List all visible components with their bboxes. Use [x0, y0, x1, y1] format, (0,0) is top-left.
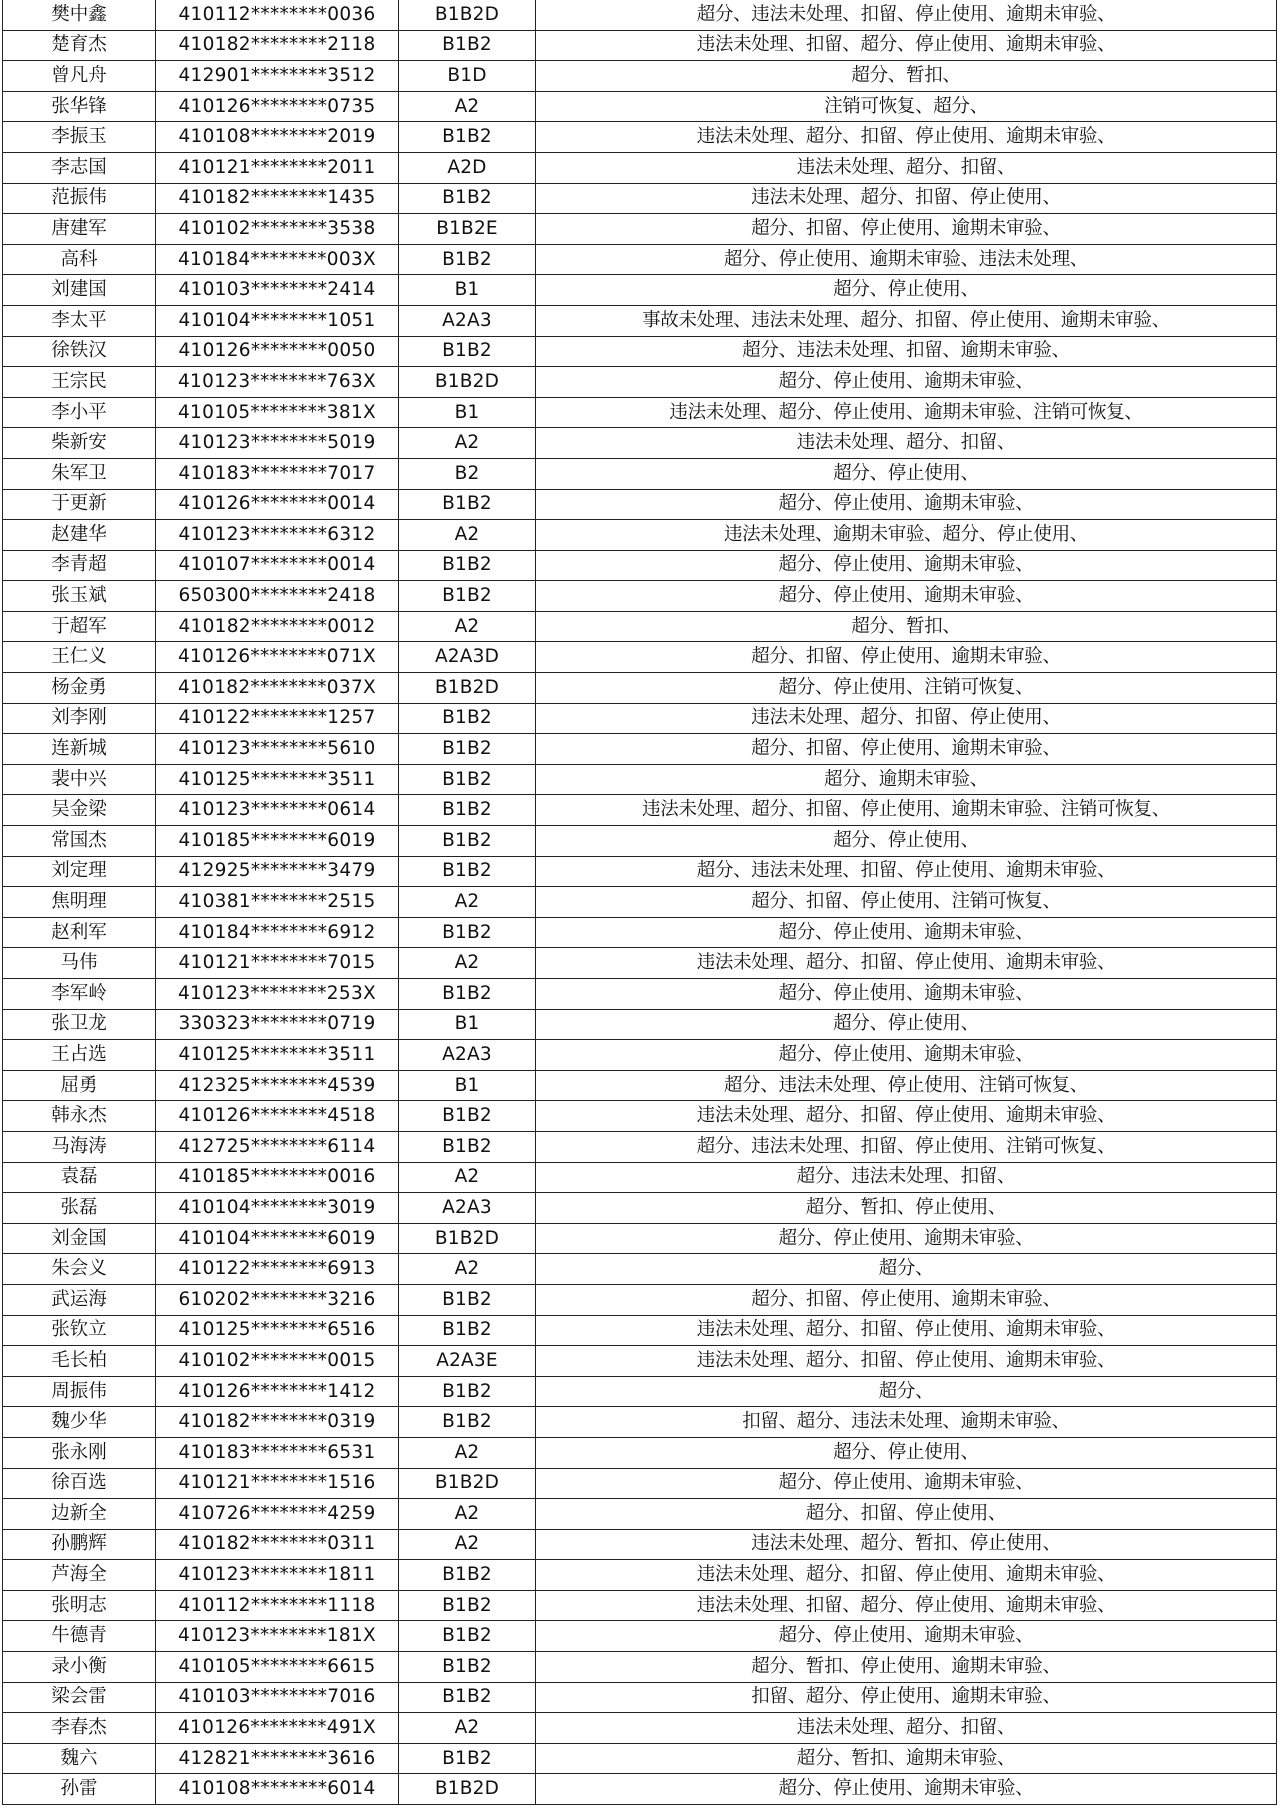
license-status-cell: 超分、违法未处理、扣留、停止使用、注销可恢复、 [536, 1131, 1277, 1162]
table-row [3, 1193, 1277, 1224]
license-class-cell: B1B2 [399, 1101, 536, 1132]
id-number-cell: 410121********1516 [156, 1468, 399, 1499]
license-class-cell: B1 [399, 275, 536, 306]
license-class-cell: A2 [399, 1254, 536, 1285]
driver-name-cell: 袁磊 [3, 1162, 156, 1193]
license-status-cell: 超分、停止使用、 [536, 275, 1277, 306]
license-class-cell: A2A3E [399, 1346, 536, 1377]
id-number-cell: 410182********1435 [156, 183, 399, 214]
license-class-cell: B1B2 [399, 336, 536, 367]
license-status-cell: 扣留、超分、违法未处理、逾期未审验、 [536, 1407, 1277, 1438]
table-row [3, 734, 1277, 765]
license-status-cell: 超分、停止使用、 [536, 826, 1277, 857]
license-status-cell: 超分、暂扣、停止使用、 [536, 1193, 1277, 1224]
table-row [3, 856, 1277, 887]
driver-name-cell: 马伟 [3, 948, 156, 979]
license-status-cell: 超分、 [536, 1254, 1277, 1285]
id-number-cell: 410182********0311 [156, 1529, 399, 1560]
license-status-cell: 超分、暂扣、 [536, 611, 1277, 642]
driver-name-cell: 周振伟 [3, 1376, 156, 1407]
license-status-cell: 违法未处理、超分、扣留、 [536, 152, 1277, 183]
driver-name-cell: 录小衡 [3, 1652, 156, 1683]
driver-name-cell: 朱军卫 [3, 458, 156, 489]
id-number-cell: 410112********1118 [156, 1590, 399, 1621]
license-status-cell: 超分、扣留、停止使用、逾期未审验、 [536, 1284, 1277, 1315]
id-number-cell: 410184********6912 [156, 917, 399, 948]
license-status-cell: 超分、扣留、停止使用、逾期未审验、 [536, 734, 1277, 765]
driver-name-cell: 吴金梁 [3, 795, 156, 826]
id-number-cell: 410184********003X [156, 244, 399, 275]
table-row [3, 214, 1277, 245]
driver-name-cell: 楚育杰 [3, 30, 156, 61]
table-row [3, 305, 1277, 336]
license-status-cell: 违法未处理、扣留、超分、停止使用、逾期未审验、 [536, 30, 1277, 61]
id-number-cell: 410185********6019 [156, 826, 399, 857]
table-row [3, 275, 1277, 306]
table-row [3, 520, 1277, 551]
license-status-cell: 超分、停止使用、逾期未审验、 [536, 550, 1277, 581]
license-status-cell: 违法未处理、超分、扣留、停止使用、 [536, 183, 1277, 214]
table-row [3, 336, 1277, 367]
driver-name-cell: 张卫龙 [3, 1009, 156, 1040]
license-class-cell: B1B2D [399, 0, 536, 30]
id-number-cell: 410123********181X [156, 1621, 399, 1652]
license-class-cell: B1B2 [399, 1131, 536, 1162]
license-class-cell: B1B2 [399, 550, 536, 581]
license-class-cell: A2 [399, 1529, 536, 1560]
table-row [3, 367, 1277, 398]
license-status-cell: 违法未处理、逾期未审验、超分、停止使用、 [536, 520, 1277, 551]
id-number-cell: 410123********763X [156, 367, 399, 398]
id-number-cell: 412925********3479 [156, 856, 399, 887]
license-status-cell: 事故未处理、违法未处理、超分、扣留、停止使用、逾期未审验、 [536, 305, 1277, 336]
driver-name-cell: 李志国 [3, 152, 156, 183]
driver-name-cell: 韩永杰 [3, 1101, 156, 1132]
id-number-cell: 412725********6114 [156, 1131, 399, 1162]
id-number-cell: 410185********0016 [156, 1162, 399, 1193]
driver-name-cell: 魏少华 [3, 1407, 156, 1438]
driver-name-cell: 于更新 [3, 489, 156, 520]
driver-name-cell: 朱会义 [3, 1254, 156, 1285]
driver-status-table [2, 0, 1277, 1805]
license-status-cell: 超分、停止使用、逾期未审验、 [536, 367, 1277, 398]
table-row [3, 917, 1277, 948]
license-status-cell: 违法未处理、超分、扣留、停止使用、逾期未审验、 [536, 948, 1277, 979]
driver-name-cell: 刘李刚 [3, 703, 156, 734]
license-class-cell: B1 [399, 1070, 536, 1101]
license-status-cell: 超分、停止使用、 [536, 1009, 1277, 1040]
license-status-cell: 超分、停止使用、逾期未审验、 [536, 1774, 1277, 1805]
driver-name-cell: 徐铁汉 [3, 336, 156, 367]
license-class-cell: B1B2 [399, 1315, 536, 1346]
id-number-cell: 410104********1051 [156, 305, 399, 336]
table-row [3, 1376, 1277, 1407]
table-row [3, 1499, 1277, 1530]
driver-name-cell: 于超军 [3, 611, 156, 642]
license-class-cell: B1B2 [399, 1560, 536, 1591]
table-row [3, 1223, 1277, 1254]
license-status-cell: 超分、违法未处理、扣留、 [536, 1162, 1277, 1193]
driver-name-cell: 张磊 [3, 1193, 156, 1224]
id-number-cell: 410125********3511 [156, 1040, 399, 1071]
table-row [3, 1713, 1277, 1744]
license-status-cell: 违法未处理、超分、扣留、停止使用、逾期未审验、 [536, 1560, 1277, 1591]
id-number-cell: 330323********0719 [156, 1009, 399, 1040]
id-number-cell: 610202********3216 [156, 1284, 399, 1315]
driver-name-cell: 毛长柏 [3, 1346, 156, 1377]
driver-name-cell: 王宗民 [3, 367, 156, 398]
id-number-cell: 410126********0014 [156, 489, 399, 520]
driver-name-cell: 焦明理 [3, 887, 156, 918]
license-class-cell: B1B2 [399, 1682, 536, 1713]
license-status-cell: 超分、扣留、停止使用、逾期未审验、 [536, 642, 1277, 673]
table-row [3, 1560, 1277, 1591]
license-status-cell: 超分、停止使用、逾期未审验、 [536, 979, 1277, 1010]
driver-name-cell: 武运海 [3, 1284, 156, 1315]
license-status-cell: 违法未处理、超分、扣留、停止使用、逾期未审验、注销可恢复、 [536, 795, 1277, 826]
license-class-cell: B1D [399, 61, 536, 92]
license-class-cell: B1B2 [399, 122, 536, 153]
license-class-cell: A2 [399, 428, 536, 459]
table-row [3, 1162, 1277, 1193]
table-row [3, 795, 1277, 826]
license-class-cell: B1 [399, 1009, 536, 1040]
table-row [3, 183, 1277, 214]
license-status-cell: 超分、暂扣、逾期未审验、 [536, 1743, 1277, 1774]
id-number-cell: 410182********0319 [156, 1407, 399, 1438]
license-status-cell: 违法未处理、超分、扣留、停止使用、逾期未审验、 [536, 1101, 1277, 1132]
license-status-cell: 违法未处理、超分、扣留、 [536, 428, 1277, 459]
license-class-cell: B1B2 [399, 244, 536, 275]
id-number-cell: 410121********2011 [156, 152, 399, 183]
table-row [3, 244, 1277, 275]
table-row [3, 122, 1277, 153]
license-class-cell: B1B2 [399, 734, 536, 765]
table-row [3, 1652, 1277, 1683]
license-status-cell: 超分、扣留、停止使用、逾期未审验、 [536, 214, 1277, 245]
table-row [3, 1468, 1277, 1499]
id-number-cell: 410122********1257 [156, 703, 399, 734]
license-status-cell: 超分、停止使用、逾期未审验、违法未处理、 [536, 244, 1277, 275]
table-row [3, 0, 1277, 30]
table-row [3, 887, 1277, 918]
license-status-cell: 超分、停止使用、逾期未审验、 [536, 581, 1277, 612]
license-class-cell: B1B2D [399, 673, 536, 704]
id-number-cell: 410183********7017 [156, 458, 399, 489]
id-number-cell: 410182********2118 [156, 30, 399, 61]
license-class-cell: B1B2 [399, 30, 536, 61]
license-class-cell: B1B2D [399, 1223, 536, 1254]
license-class-cell: B1B2 [399, 979, 536, 1010]
table-row [3, 979, 1277, 1010]
driver-name-cell: 范振伟 [3, 183, 156, 214]
license-class-cell: A2 [399, 1713, 536, 1744]
driver-name-cell: 张玉斌 [3, 581, 156, 612]
license-class-cell: A2 [399, 1162, 536, 1193]
table-row [3, 673, 1277, 704]
table-row [3, 1743, 1277, 1774]
license-status-cell: 超分、停止使用、逾期未审验、 [536, 489, 1277, 520]
license-class-cell: B1B2 [399, 917, 536, 948]
license-status-cell: 超分、扣留、停止使用、 [536, 1499, 1277, 1530]
license-class-cell: B1 [399, 397, 536, 428]
driver-name-cell: 张钦立 [3, 1315, 156, 1346]
license-class-cell: A2 [399, 948, 536, 979]
id-number-cell: 410726********4259 [156, 1499, 399, 1530]
id-number-cell: 410112********0036 [156, 0, 399, 30]
driver-name-cell: 屈勇 [3, 1070, 156, 1101]
table-row [3, 30, 1277, 61]
driver-name-cell: 赵利军 [3, 917, 156, 948]
license-status-cell: 超分、扣留、停止使用、注销可恢复、 [536, 887, 1277, 918]
license-class-cell: A2D [399, 152, 536, 183]
id-number-cell: 410105********381X [156, 397, 399, 428]
id-number-cell: 410104********3019 [156, 1193, 399, 1224]
table-row [3, 1774, 1277, 1805]
id-number-cell: 410103********2414 [156, 275, 399, 306]
table-row [3, 428, 1277, 459]
driver-name-cell: 马海涛 [3, 1131, 156, 1162]
license-status-cell: 超分、违法未处理、停止使用、注销可恢复、 [536, 1070, 1277, 1101]
driver-name-cell: 边新全 [3, 1499, 156, 1530]
table-row [3, 1682, 1277, 1713]
id-number-cell: 410104********6019 [156, 1223, 399, 1254]
driver-name-cell: 柴新安 [3, 428, 156, 459]
driver-name-cell: 樊中鑫 [3, 0, 156, 30]
license-class-cell: B1B2 [399, 1284, 536, 1315]
license-class-cell: A2 [399, 887, 536, 918]
driver-name-cell: 孙雷 [3, 1774, 156, 1805]
driver-name-cell: 李春杰 [3, 1713, 156, 1744]
id-number-cell: 410105********6615 [156, 1652, 399, 1683]
license-class-cell: A2A3 [399, 1040, 536, 1071]
id-number-cell: 410126********0735 [156, 91, 399, 122]
driver-name-cell: 常国杰 [3, 826, 156, 857]
license-status-cell: 超分、停止使用、逾期未审验、 [536, 1223, 1277, 1254]
id-number-cell: 410182********0012 [156, 611, 399, 642]
id-number-cell: 410123********0614 [156, 795, 399, 826]
driver-name-cell: 裴中兴 [3, 764, 156, 795]
license-class-cell: B1B2 [399, 1621, 536, 1652]
table-row [3, 1101, 1277, 1132]
id-number-cell: 410108********2019 [156, 122, 399, 153]
driver-name-cell: 芦海全 [3, 1560, 156, 1591]
id-number-cell: 412325********4539 [156, 1070, 399, 1101]
driver-name-cell: 张华锋 [3, 91, 156, 122]
license-status-cell: 超分、逾期未审验、 [536, 764, 1277, 795]
table-row [3, 1254, 1277, 1285]
table-row [3, 1315, 1277, 1346]
driver-name-cell: 王占选 [3, 1040, 156, 1071]
table-row [3, 1437, 1277, 1468]
driver-name-cell: 刘定理 [3, 856, 156, 887]
license-class-cell: B1B2 [399, 1590, 536, 1621]
id-number-cell: 410122********6913 [156, 1254, 399, 1285]
table-row [3, 489, 1277, 520]
id-number-cell: 410126********491X [156, 1713, 399, 1744]
license-class-cell: A2A3D [399, 642, 536, 673]
license-status-cell: 超分、暂扣、停止使用、逾期未审验、 [536, 1652, 1277, 1683]
table-row [3, 1070, 1277, 1101]
license-class-cell: B1B2 [399, 489, 536, 520]
id-number-cell: 410126********1412 [156, 1376, 399, 1407]
id-number-cell: 410108********6014 [156, 1774, 399, 1805]
id-number-cell: 410107********0014 [156, 550, 399, 581]
table-row [3, 611, 1277, 642]
license-class-cell: B1B2 [399, 1743, 536, 1774]
license-class-cell: B1B2 [399, 703, 536, 734]
driver-name-cell: 刘建国 [3, 275, 156, 306]
license-class-cell: B1B2 [399, 1652, 536, 1683]
id-number-cell: 410126********4518 [156, 1101, 399, 1132]
license-class-cell: A2 [399, 1499, 536, 1530]
id-number-cell: 410183********6531 [156, 1437, 399, 1468]
id-number-cell: 410126********0050 [156, 336, 399, 367]
table-row [3, 703, 1277, 734]
table-row [3, 1346, 1277, 1377]
id-number-cell: 410123********6312 [156, 520, 399, 551]
license-class-cell: B1B2D [399, 1468, 536, 1499]
table-body [3, 0, 1277, 1805]
license-class-cell: B1B2 [399, 795, 536, 826]
driver-name-cell: 牛德青 [3, 1621, 156, 1652]
table-row [3, 458, 1277, 489]
license-status-cell: 违法未处理、超分、扣留、 [536, 1713, 1277, 1744]
license-class-cell: B1B2 [399, 183, 536, 214]
license-status-cell: 超分、 [536, 1376, 1277, 1407]
id-number-cell: 410121********7015 [156, 948, 399, 979]
id-number-cell: 410126********071X [156, 642, 399, 673]
license-class-cell: B1B2 [399, 1376, 536, 1407]
license-class-cell: A2 [399, 91, 536, 122]
license-class-cell: B2 [399, 458, 536, 489]
license-class-cell: B1B2E [399, 214, 536, 245]
license-status-cell: 违法未处理、超分、扣留、停止使用、 [536, 703, 1277, 734]
license-status-cell: 超分、停止使用、逾期未审验、 [536, 1621, 1277, 1652]
license-status-cell: 违法未处理、超分、扣留、停止使用、逾期未审验、 [536, 1346, 1277, 1377]
license-status-cell: 违法未处理、超分、扣留、停止使用、逾期未审验、 [536, 1315, 1277, 1346]
table-row [3, 642, 1277, 673]
id-number-cell: 410123********5019 [156, 428, 399, 459]
table-row [3, 581, 1277, 612]
table-row [3, 1040, 1277, 1071]
license-class-cell: B1B2D [399, 367, 536, 398]
license-class-cell: B1B2 [399, 581, 536, 612]
id-number-cell: 650300********2418 [156, 581, 399, 612]
license-status-cell: 违法未处理、超分、扣留、停止使用、逾期未审验、 [536, 122, 1277, 153]
driver-name-cell: 李振玉 [3, 122, 156, 153]
table-row [3, 826, 1277, 857]
driver-name-cell: 连新城 [3, 734, 156, 765]
license-status-cell: 超分、停止使用、逾期未审验、 [536, 917, 1277, 948]
table-row [3, 948, 1277, 979]
driver-name-cell: 徐百选 [3, 1468, 156, 1499]
license-status-cell: 超分、停止使用、 [536, 1437, 1277, 1468]
id-number-cell: 410102********0015 [156, 1346, 399, 1377]
driver-name-cell: 唐建军 [3, 214, 156, 245]
id-number-cell: 410123********253X [156, 979, 399, 1010]
driver-name-cell: 杨金勇 [3, 673, 156, 704]
id-number-cell: 410103********7016 [156, 1682, 399, 1713]
license-class-cell: A2A3 [399, 305, 536, 336]
driver-name-cell: 李小平 [3, 397, 156, 428]
license-status-cell: 超分、停止使用、 [536, 458, 1277, 489]
driver-name-cell: 刘金国 [3, 1223, 156, 1254]
license-status-cell: 超分、违法未处理、扣留、停止使用、逾期未审验、 [536, 856, 1277, 887]
license-status-cell: 违法未处理、扣留、超分、停止使用、逾期未审验、 [536, 1590, 1277, 1621]
id-number-cell: 410381********2515 [156, 887, 399, 918]
table-row [3, 152, 1277, 183]
table-row [3, 1621, 1277, 1652]
table-row [3, 397, 1277, 428]
license-class-cell: B1B2 [399, 856, 536, 887]
driver-name-cell: 李青超 [3, 550, 156, 581]
license-class-cell: A2A3 [399, 1193, 536, 1224]
id-number-cell: 412821********3616 [156, 1743, 399, 1774]
license-class-cell: B1B2D [399, 1774, 536, 1805]
table-row [3, 1009, 1277, 1040]
id-number-cell: 410182********037X [156, 673, 399, 704]
license-status-cell: 违法未处理、超分、停止使用、逾期未审验、注销可恢复、 [536, 397, 1277, 428]
table-row [3, 61, 1277, 92]
license-status-cell: 超分、停止使用、注销可恢复、 [536, 673, 1277, 704]
driver-name-cell: 李太平 [3, 305, 156, 336]
table-row [3, 1131, 1277, 1162]
license-status-cell: 超分、停止使用、逾期未审验、 [536, 1468, 1277, 1499]
driver-name-cell: 王仁义 [3, 642, 156, 673]
license-status-cell: 超分、违法未处理、扣留、停止使用、逾期未审验、 [536, 0, 1277, 30]
license-class-cell: B1B2 [399, 1407, 536, 1438]
id-number-cell: 410125********6516 [156, 1315, 399, 1346]
table-row [3, 1590, 1277, 1621]
license-status-cell: 扣留、超分、停止使用、逾期未审验、 [536, 1682, 1277, 1713]
table-row [3, 764, 1277, 795]
id-number-cell: 412901********3512 [156, 61, 399, 92]
table-row [3, 1284, 1277, 1315]
license-status-cell: 超分、违法未处理、扣留、逾期未审验、 [536, 336, 1277, 367]
license-class-cell: B1B2 [399, 764, 536, 795]
license-status-cell: 注销可恢复、超分、 [536, 91, 1277, 122]
license-class-cell: B1B2 [399, 826, 536, 857]
driver-name-cell: 张永刚 [3, 1437, 156, 1468]
driver-name-cell: 张明志 [3, 1590, 156, 1621]
license-status-cell: 超分、暂扣、 [536, 61, 1277, 92]
table-row [3, 91, 1277, 122]
driver-name-cell: 魏六 [3, 1743, 156, 1774]
id-number-cell: 410102********3538 [156, 214, 399, 245]
license-class-cell: A2 [399, 520, 536, 551]
driver-name-cell: 李军岭 [3, 979, 156, 1010]
license-class-cell: A2 [399, 1437, 536, 1468]
id-number-cell: 410123********5610 [156, 734, 399, 765]
id-number-cell: 410123********1811 [156, 1560, 399, 1591]
driver-name-cell: 梁会雷 [3, 1682, 156, 1713]
license-status-cell: 违法未处理、超分、暂扣、停止使用、 [536, 1529, 1277, 1560]
id-number-cell: 410125********3511 [156, 764, 399, 795]
driver-name-cell: 赵建华 [3, 520, 156, 551]
driver-name-cell: 曾凡舟 [3, 61, 156, 92]
driver-name-cell: 高科 [3, 244, 156, 275]
table-row [3, 550, 1277, 581]
license-class-cell: A2 [399, 611, 536, 642]
driver-name-cell: 孙鹏辉 [3, 1529, 156, 1560]
table-row [3, 1407, 1277, 1438]
table-row [3, 1529, 1277, 1560]
license-status-cell: 超分、停止使用、逾期未审验、 [536, 1040, 1277, 1071]
